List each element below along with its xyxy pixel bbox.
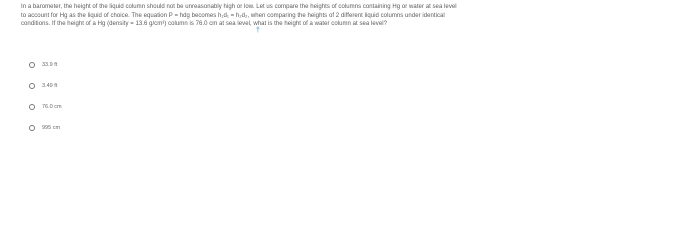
answer-option-3[interactable] <box>29 96 62 117</box>
radio-button[interactable] <box>29 125 35 131</box>
question-line: conditions. If the height of a Hg (density = 13.6 g/cm³) column is 76.0 cm at sea level, what is the height of a water column at sea level? <box>21 21 387 27</box>
question-text <box>21 3 681 29</box>
option-label: 3.49 ft <box>42 82 58 89</box>
answer-option-1[interactable] <box>29 54 62 75</box>
option-label: 76.0 cm <box>42 103 62 110</box>
option-label: 33.9 ft <box>42 61 58 68</box>
question-line: to account for Hg as the liquid of choice. The equation P = hdg becomes h₁d₁ = h₂d₂, when comparing the heights of 2 different liquid columns under identical <box>21 12 445 19</box>
radio-button[interactable] <box>29 62 35 68</box>
radio-button[interactable] <box>29 83 35 89</box>
answer-option-4[interactable] <box>29 117 62 138</box>
option-label: 995 cm <box>42 124 61 131</box>
question-line: In a barometer, the height of the liquid column should not be unreasonably high or low. Let us compare the heights of columns containing Hg or water at sea level <box>21 4 457 10</box>
answer-option-2[interactable] <box>29 75 62 96</box>
radio-button[interactable] <box>29 104 35 110</box>
answer-options <box>29 54 62 138</box>
text-cursor-icon: † <box>256 27 260 34</box>
